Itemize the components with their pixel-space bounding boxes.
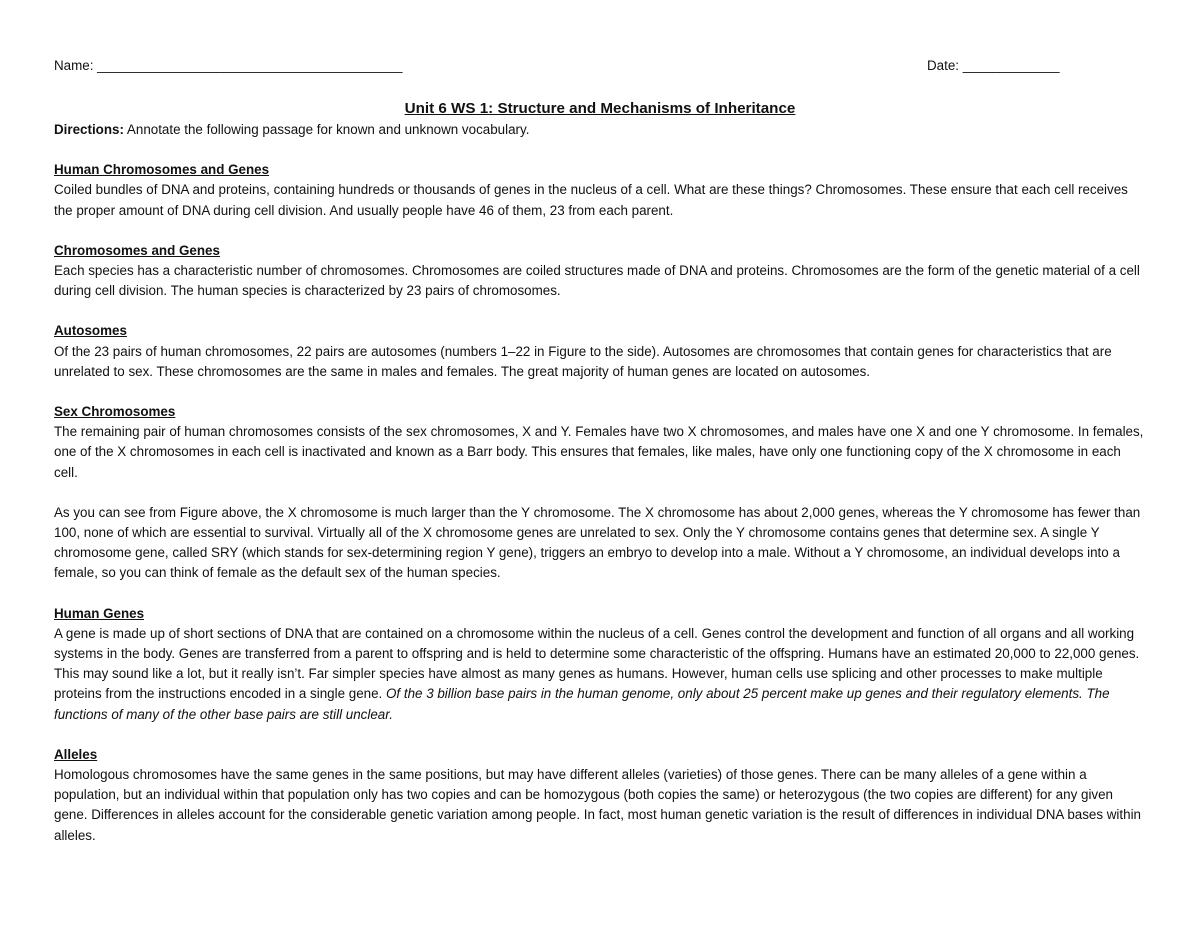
section-heading: Alleles (54, 746, 98, 762)
section-text: Each species has a characteristic number of chromosomes. Chromosomes are coiled structures made of DNA and proteins. Chromosomes are the form of the genetic material of a cell during cell division. The human species is characterized by 23 pairs of chromosomes. (54, 263, 1140, 299)
section-heading: Sex Chromosomes (54, 404, 176, 420)
section-heading: Autosomes (54, 323, 127, 339)
section-text-italic: Of the 3 billion base pairs in the human genome, only about 25 percent make up genes and their regulatory elements. The functions of many of the other base pairs are still unclear. (54, 686, 1110, 722)
directions-text: Annotate the following passage for known and unknown vocabulary. (123, 122, 530, 137)
section-heading: Human Genes (54, 605, 145, 621)
section-sex-chromosomes (54, 402, 1146, 584)
section-text-regular: A gene is made up of short sections of DNA that are contained on a chromosome within the nucleus of a cell. Genes control the development and function of all organs and all working systems in the body. Genes are transferred from a parent to offspring and is held to determine some characteristic of the offspring. Humans have an estimated 20,000 to 22,000 genes. This may sound like a lot, but it really isn’t. Far simpler species have almost as many genes as humans. However, human cells use splicing and other processes to make multiple proteins from the instructions encoded in a single gene. (54, 625, 1140, 702)
section-human-genes (54, 604, 1146, 725)
section-chromosomes-and-genes (54, 241, 1146, 302)
section-alleles (54, 745, 1146, 846)
directions (54, 120, 1146, 140)
worksheet-title: Unit 6 WS 1: Structure and Mechanisms of Inheritance (404, 100, 796, 117)
section-text (54, 624, 1146, 725)
section-text: Coiled bundles of DNA and proteins, containing hundreds or thousands of genes in the nucleus of a cell. What are these things? Chromosomes. These ensure that each cell receives the proper amount of DNA during cell division. And usually people have 46 of them, 23 from each parent. (54, 182, 1128, 218)
section-text-continued: As you can see from Figure above, the X chromosome is much larger than the Y chromosome. The X chromosome has about 2,000 genes, whereas the Y chromosome has fewer than 100, none of which are essential to survival. Virtually all of the X chromosome genes are unrelated to sex. Only the Y chromosome contains genes that determine sex. A single Y chromosome gene, called SRY (which stands for sex-determining region Y gene), triggers an embryo to develop into a male. Without a Y chromosome, an individual develops into a female, so you can think of female as the default sex of the human species. (54, 504, 1141, 581)
header-row (54, 56, 1146, 78)
section-text: The remaining pair of human chromosomes consists of the sex chromosomes, X and Y. Females have two X chromosomes, and males have one X and one Y chromosome. In females, one of the X chromosomes in each cell is inactivated and known as a Barr body. This ensures that females, like males, have only one functioning copy of the X chromosome in each cell. (54, 424, 1144, 480)
section-text: Homologous chromosomes have the same genes in the same positions, but may have different alleles (varieties) of those genes. There can be many alleles of a gene within a population, but an individual within that population only has two copies and can be homozygous (both copies the same) or heterozygous (the two copies are different) for any given gene. Differences in alleles account for the considerable genetic variation among people. In fact, most human genetic variation is the result of differences in individual DNA bases within alleles. (54, 767, 1142, 843)
directions-label: Directions: (54, 122, 124, 137)
section-text: Of the 23 pairs of human chromosomes, 22 pairs are autosomes (numbers 1–22 in Figure to the side). Autosomes are chromosomes that contain genes for characteristics that are unrelated to sex. These chromosomes are the same in males and females. The great majority of human genes are located on autosomes. (54, 343, 1112, 379)
section-autosomes (54, 321, 1146, 382)
date-field[interactable]: Date: _____________ (927, 58, 1060, 73)
section-heading: Chromosomes and Genes (54, 242, 220, 258)
section-heading: Human Chromosomes and Genes (54, 162, 270, 178)
section-human-chromosomes-and-genes (54, 160, 1146, 221)
name-field[interactable]: Name: _________________________________________ (54, 58, 403, 73)
